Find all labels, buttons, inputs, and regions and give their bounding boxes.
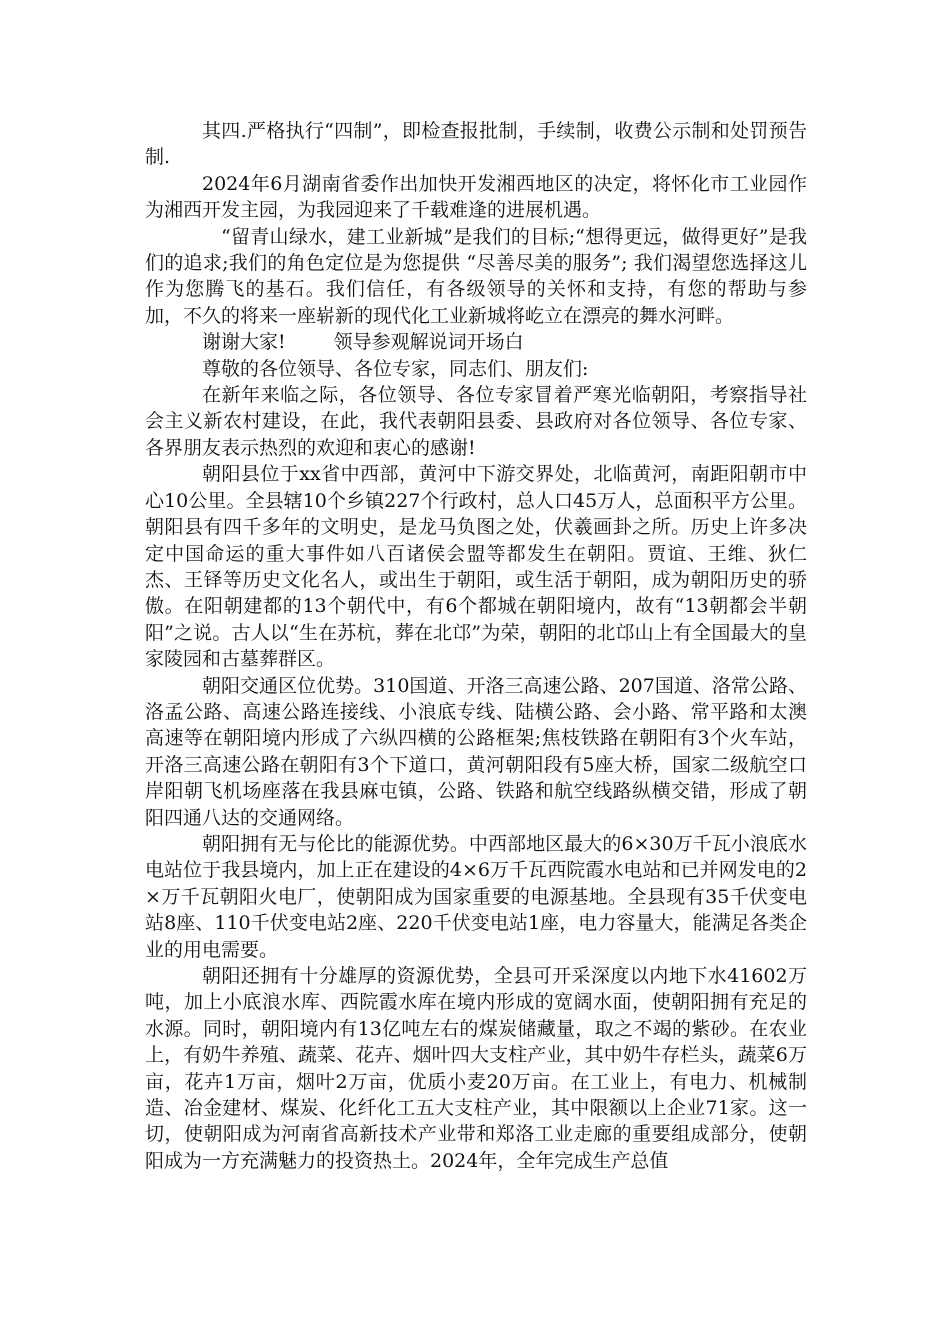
document-page (145, 118, 807, 1174)
paragraph-resources: 朝阳还拥有十分雄厚的资源优势，全县可开采深度以内地下水41602万吨，加上小底浪水库、西院霞水库在境内形成的宽阔水面，使朝阳拥有充足的水源。同时，朝阳境内有13亿吨左右的煤炭储藏量，取之不竭的紫砂。在农业上，有奶牛养殖、蔬菜、花卉、烟叶四大支柱产业，其中奶牛存栏头，蔬菜6万亩，花卉1万亩，烟叶2万亩，优质小麦20万亩。在工业上，有电力、机械制造、冶金建材、煤炭、化纤化工五大支柱产业，其中限额以上企业71家。这一切，使朝阳成为河南省高新技术产业带和郑洛工业走廊的重要组成部分，使朝阳成为一方充满魅力的投资热土。2024年，全年完成生产总值 (145, 965, 807, 1172)
paragraph-welcome: 在新年来临之际，各位领导、各位专家冒着严寒光临朝阳，考察指导社会主义新农村建设，在此，我代表朝阳县委、县政府对各位领导、各位专家、各界朋友表示热烈的欢迎和衷心的感谢! (145, 384, 807, 459)
thanks-text: 谢谢大家! (202, 331, 286, 354)
paragraph-county-intro: 朝阳县位于xx省中西部，黄河中下游交界处，北临黄河，南距阳朝市中心10公里。全县辖10个乡镇227个行政村，总人口45万人，总面积平方公里。朝阳县有四千多年的文明史，是龙马负图之处，伏羲画卦之所。历史上许多决定中国命运的重大事件如八百诸侯会盟等都发生在朝阳。贾谊、王维、狄仁杰、王铎等历史文化名人，或出生于朝阳，或生活于朝阳，成为朝阳历史的骄傲。在阳朝建都的13个朝代中，有6个都城在朝阳境内，故有“13朝都会半朝阳”之说。古人以“生在苏杭，葬在北邙”为荣，朝阳的北邙山上有全国最大的皇家陵园和古墓葬群区。 (145, 463, 807, 671)
paragraph-four-systems: 其四.严格执行“四制”，即检查报批制，手续制，收费公示制和处罚预告制. (145, 120, 807, 169)
paragraph-transport: 朝阳交通区位优势。310国道、开洛三高速公路、207国道、洛常公路、洛孟公路、高速公路连接线、小浪底专线、陆横公路、会小路、常平路和太澳高速等在朝阳境内形成了六纵四横的公路框架;焦枝铁路在朝阳有3个火车站，开洛三高速公路在朝阳有3个下道口，黄河朝阳段有5座大桥，国家二级航空口岸阳朝飞机场座落在我县麻屯镇，公路、铁路和航空线路纵横交错，形成了朝阳四通八达的交通网络。 (145, 674, 807, 829)
thanks-line (145, 329, 807, 355)
paragraph-energy: 朝阳拥有无与伦比的能源优势。中西部地区最大的6×30万千瓦小浪底水电站位于我县境内，加上正在建设的4×6万千瓦西院霞水电站和已并网发电的2×万千瓦朝阳火电厂，使朝阳成为国家重要的电源基地。全县现有35千伏变电站8座、110千伏变电站2座、220千伏变电站1座，电力容量大，能满足各类企业的用电需要。 (145, 832, 807, 961)
speech-title: 领导参观解说词开场白 (333, 331, 524, 354)
paragraph-greeting: 尊敬的各位领导、各位专家，同志们、朋友们: (202, 357, 589, 380)
paragraph-goals: “留青山绿水，建工业新城”是我们的目标;“想得更远，做得更好”是我们的追求;我们的角色定位是为您提供 “尽善尽美的服务”; 我们渴望您选择这儿作为您腾飞的基石。我们信任，有各级领导的关怀和支持，有您的帮助与参加，不久的将来一座崭新的现代化工业新城将屹立在漂亮的舞水河畔。 (145, 225, 807, 327)
paragraph-xiangxi-decision: 2024年6月湖南省委作出加快开发湘西地区的决定，将怀化市工业园作为湘西开发主园，为我园迎来了千载难逢的进展机遇。 (145, 172, 807, 222)
